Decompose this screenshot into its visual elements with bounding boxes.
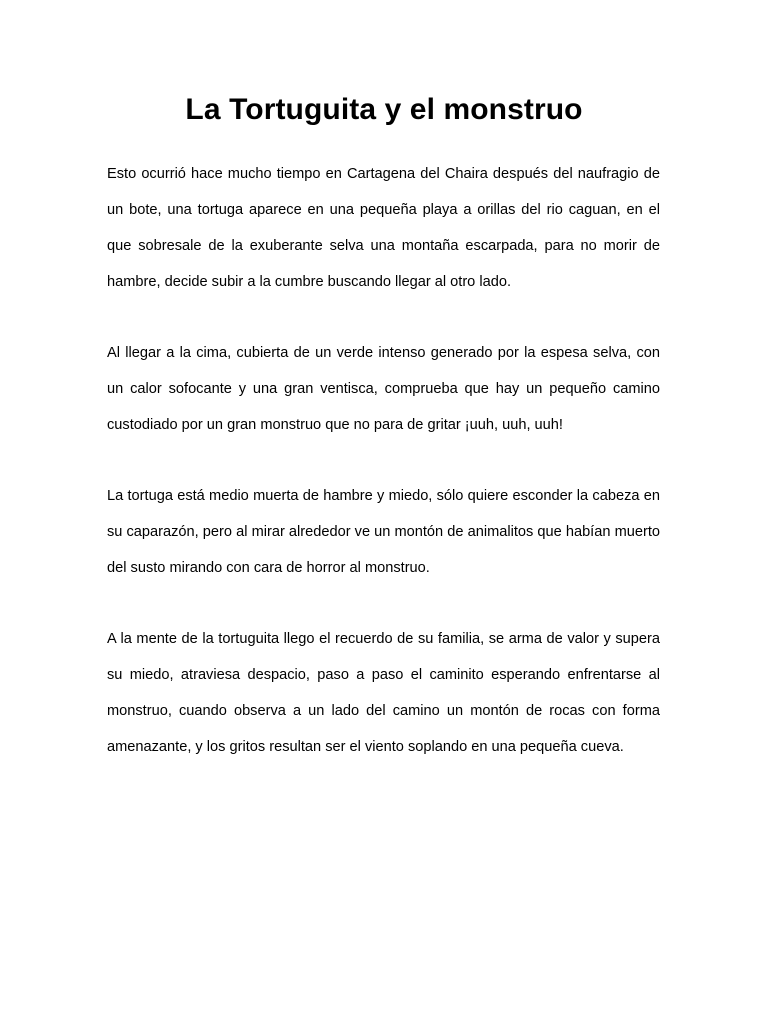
paragraph-2: Al llegar a la cima, cubierta de un verde intenso generado por la espesa selva, con un calor sofocante y una gran ventisca, comprueba que hay un pequeño camino custodiado por un gran monstruo que no para de gritar ¡uuh, uuh, uuh! (107, 345, 660, 433)
paragraph-4: A la mente de la tortuguita llego el recuerdo de su familia, se arma de valor y supera su miedo, atraviesa despacio, paso a paso el caminito esperando enfrentarse al monstruo, cuando observa a un lado del camino un montón de rocas con forma amenazante, y los gritos resultan ser el viento soplando en una pequeña cueva. (107, 631, 660, 755)
document-body (107, 156, 660, 800)
document-title: La Tortuguita y el monstruo (185, 93, 583, 126)
paragraph-3: La tortuga está medio muerta de hambre y miedo, sólo quiere esconder la cabeza en su caparazón, pero al mirar alrededor ve un montón de animalitos que habían muerto del susto mirando con cara de horror al monstruo. (107, 488, 660, 576)
paragraph-1: Esto ocurrió hace mucho tiempo en Cartagena del Chaira después del naufragio de un bote, una tortuga aparece en una pequeña playa a orillas del rio caguan, en el que sobresale de la exuberante selva una montaña escarpada, para no morir de hambre, decide subir a la cumbre buscando llegar al otro lado. (107, 166, 660, 290)
